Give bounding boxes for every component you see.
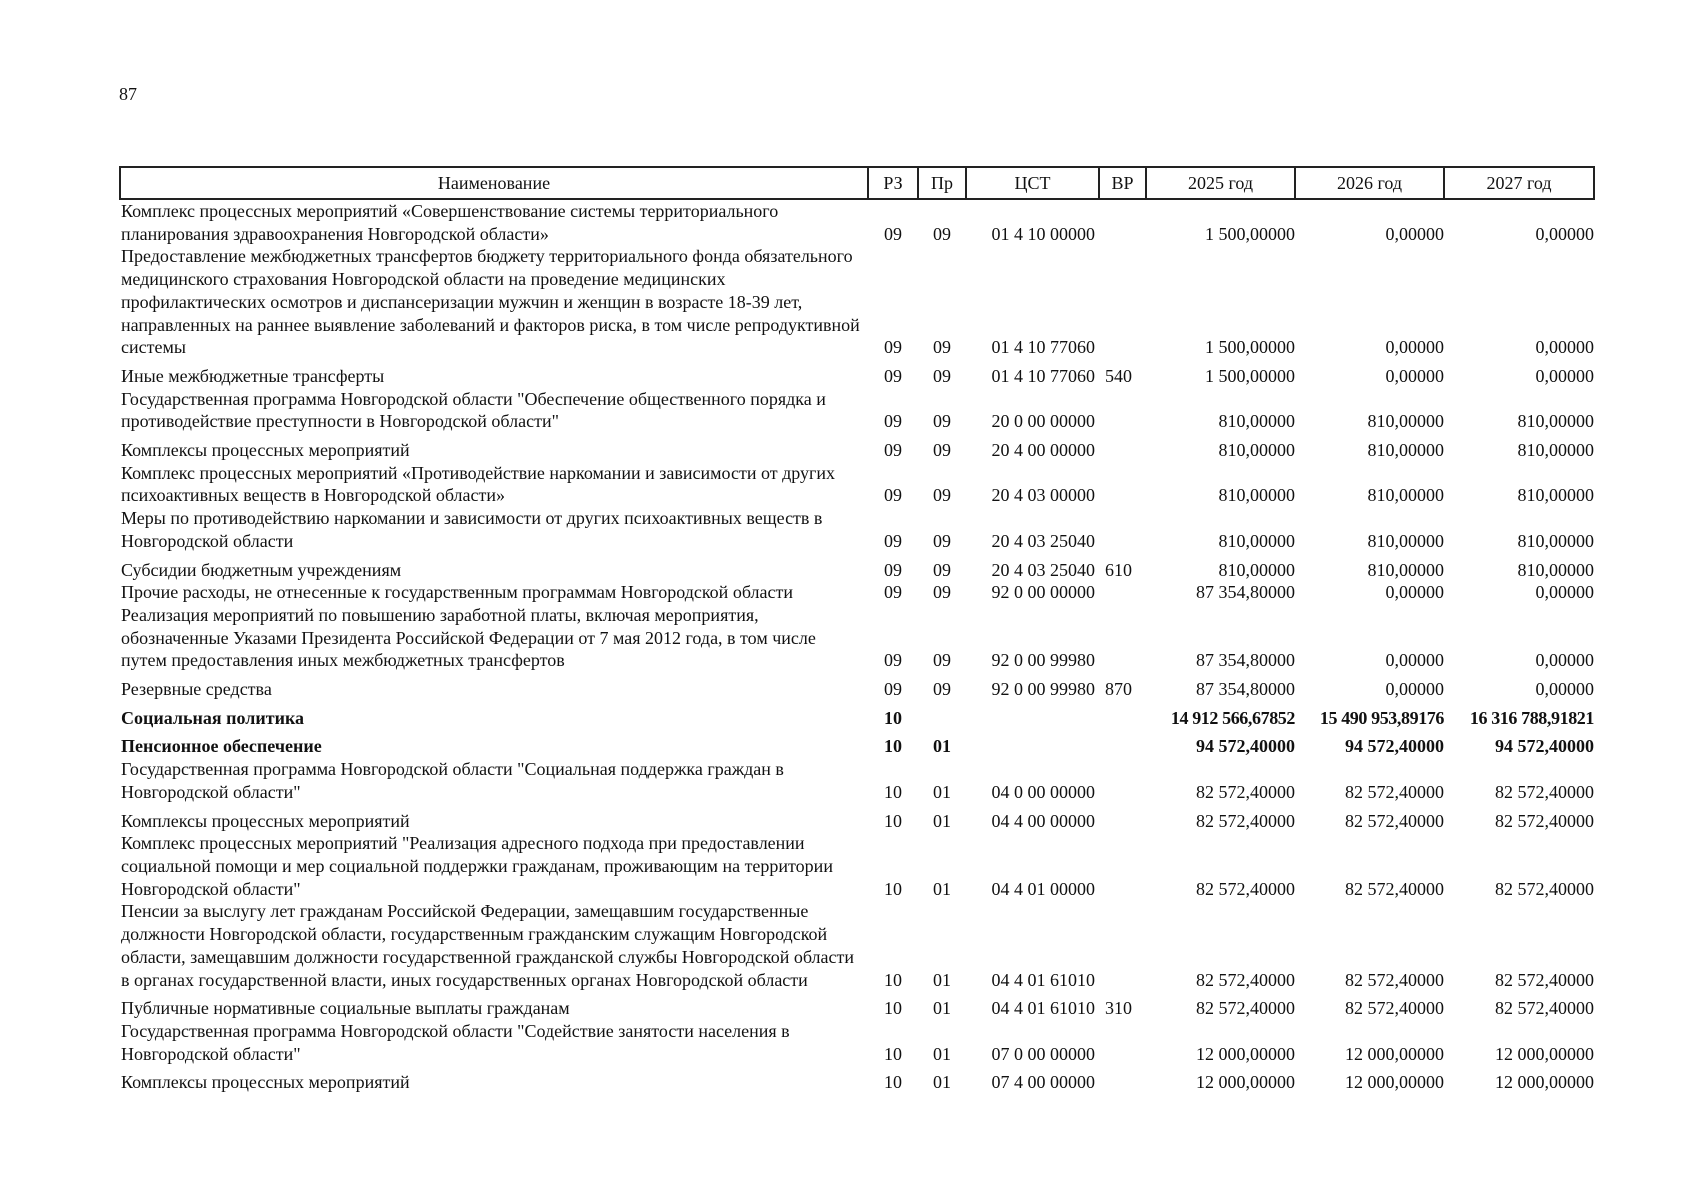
row-pr: 09: [933, 530, 951, 551]
row-amount-2025: 87 354,80000: [1196, 582, 1295, 603]
row-amount-2026: 82 572,40000: [1345, 878, 1444, 899]
row-vr: [1099, 900, 1146, 991]
row-rz: 09: [884, 223, 902, 244]
row-amount-2025: 12 000,00000: [1196, 1072, 1295, 1093]
row-cst: 07 0 00 00000: [991, 1043, 1095, 1064]
row-cst: 07 4 00 00000: [991, 1072, 1095, 1093]
row-cst: 04 4 01 61010: [991, 969, 1095, 990]
row-amount-2026: 12 000,00000: [1345, 1043, 1444, 1064]
row-amount-2025: 1 500,00000: [1205, 365, 1295, 386]
row-amount-2025: 87 354,80000: [1196, 650, 1295, 671]
budget-table: [119, 166, 1595, 1094]
row-vr: [1099, 507, 1146, 552]
table-row: [120, 604, 1594, 672]
row-amount-2027: 810,00000: [1517, 485, 1594, 506]
row-amount-2026: 94 572,40000: [1345, 736, 1444, 757]
row-pr: 01: [933, 969, 951, 990]
row-amount-2025: 87 354,80000: [1196, 679, 1295, 700]
row-pr: 01: [933, 878, 951, 899]
row-cst: 20 4 03 00000: [991, 485, 1095, 506]
row-amount-2026: 810,00000: [1367, 559, 1444, 580]
row-name: Субсидии бюджетным учреждениям: [121, 559, 402, 580]
table-row: [120, 388, 1594, 433]
row-name: Комплексы процессных мероприятий: [121, 1072, 410, 1093]
table-row: [120, 553, 1594, 582]
row-amount-2027: 0,00000: [1535, 650, 1594, 671]
row-rz: 10: [884, 969, 902, 990]
row-rz: 10: [884, 810, 902, 831]
table-row: [120, 729, 1594, 758]
row-rz: 09: [884, 650, 902, 671]
table-body: [120, 199, 1594, 1094]
row-cst: 04 4 01 61010: [991, 998, 1095, 1019]
row-amount-2026: 810,00000: [1367, 411, 1444, 432]
table-row: [120, 804, 1594, 833]
row-amount-2027: 0,00000: [1535, 679, 1594, 700]
row-amount-2027: 12 000,00000: [1495, 1043, 1594, 1064]
row-name: Государственная программа Новгородской области "Содействие занятости населения в Новгородской области": [121, 1020, 790, 1064]
row-amount-2025: 1 500,00000: [1205, 223, 1295, 244]
row-amount-2025: 82 572,40000: [1196, 810, 1295, 831]
row-vr: [1099, 245, 1146, 359]
table-row: [120, 199, 1594, 245]
row-name: Резервные средства: [121, 679, 272, 700]
table-header: [120, 167, 1594, 199]
row-amount-2027: 0,00000: [1535, 337, 1594, 358]
row-cst: [966, 701, 1099, 730]
table-row: [120, 701, 1594, 730]
row-vr: 610: [1105, 559, 1132, 580]
row-amount-2027: 810,00000: [1517, 411, 1594, 432]
row-vr: [1099, 462, 1146, 507]
row-amount-2026: 82 572,40000: [1345, 998, 1444, 1019]
row-amount-2027: 12 000,00000: [1495, 1072, 1594, 1093]
row-name: Комплексы процессных мероприятий: [121, 810, 410, 831]
row-amount-2025: 810,00000: [1218, 530, 1295, 551]
row-vr: [1099, 604, 1146, 672]
row-rz: 09: [884, 440, 902, 461]
row-rz: 09: [884, 485, 902, 506]
row-amount-2025: 810,00000: [1218, 485, 1295, 506]
row-name: Комплекс процессных мероприятий «Совершенствование системы территориального планирования здравоохранения Новгородской области»: [121, 201, 779, 244]
row-rz: 10: [884, 1072, 902, 1093]
row-rz: 10: [884, 998, 902, 1019]
table-row: [120, 758, 1594, 803]
row-amount-2026: 0,00000: [1385, 337, 1444, 358]
row-pr: 09: [933, 337, 951, 358]
row-vr: [1099, 729, 1146, 758]
row-amount-2027: 810,00000: [1517, 559, 1594, 580]
row-pr: 09: [933, 650, 951, 671]
row-rz: 09: [884, 337, 902, 358]
row-name: Комплекс процессных мероприятий «Противодействие наркомании и зависимости от других психоактивных веществ в Новгородской области»: [121, 462, 836, 506]
row-cst: 01 4 10 00000: [991, 223, 1095, 244]
row-cst: 04 4 01 00000: [991, 878, 1095, 899]
row-rz: 10: [884, 878, 902, 899]
row-amount-2026: 810,00000: [1367, 530, 1444, 551]
row-name: Комплексы процессных мероприятий: [121, 440, 410, 461]
row-pr: 09: [933, 365, 951, 386]
row-amount-2026: 0,00000: [1385, 365, 1444, 386]
row-rz: 09: [884, 411, 902, 432]
table-row: [120, 832, 1594, 900]
row-amount-2026: 0,00000: [1385, 679, 1444, 700]
header-vr: ВР: [1099, 167, 1146, 199]
row-vr: [1099, 804, 1146, 833]
row-rz: 10: [884, 1043, 902, 1064]
table-row: [120, 433, 1594, 462]
row-name: Прочие расходы, не отнесенные к государственным программам Новгородской области: [121, 582, 793, 603]
table-row: [120, 991, 1594, 1020]
row-name: Социальная политика: [121, 707, 305, 728]
row-pr: 01: [933, 781, 951, 802]
row-amount-2027: 810,00000: [1517, 530, 1594, 551]
row-amount-2027: 0,00000: [1535, 365, 1594, 386]
row-amount-2026: 15 490 953,89176: [1319, 707, 1444, 728]
row-cst: 20 4 03 25040: [991, 530, 1095, 551]
row-name: Публичные нормативные социальные выплаты гражданам: [121, 998, 570, 1019]
table-row: [120, 462, 1594, 507]
row-rz: 09: [884, 530, 902, 551]
row-amount-2027: 82 572,40000: [1495, 781, 1594, 802]
row-amount-2026: 82 572,40000: [1345, 969, 1444, 990]
row-amount-2027: 0,00000: [1535, 223, 1594, 244]
row-name: Предоставление межбюджетных трансфертов бюджету территориального фонда обязательного медицинского страхования Новгородской области на проведение медицинских профилактических осмотров и диспансеризации мужчин и женщин в возрасте 18-39 лет, направленных на раннее выявление заболеваний и факторов риска, в том числе репродуктивной системы: [121, 246, 860, 358]
row-vr: [1099, 581, 1146, 604]
table-row: [120, 900, 1594, 991]
row-vr: [1099, 433, 1146, 462]
row-name: Реализация мероприятий по повышению заработной платы, включая мероприятия, обозначенные Указами Президента Российской Федерации от 7 мая 2012 года, в том числе путем предоставления иных межбюджетных трансфертов: [121, 604, 816, 671]
row-vr: [1099, 1020, 1146, 1065]
row-cst: 04 4 00 00000: [991, 810, 1095, 831]
row-amount-2026: 0,00000: [1385, 650, 1444, 671]
header-2027: 2027 год: [1444, 167, 1594, 199]
table-row: [120, 359, 1594, 388]
row-amount-2025: 14 912 566,67852: [1170, 707, 1295, 728]
row-amount-2027: 16 316 788,91821: [1469, 707, 1594, 728]
table-row: [120, 507, 1594, 552]
row-pr: 01: [933, 1043, 951, 1064]
row-rz: 10: [884, 781, 902, 802]
row-vr: [1099, 758, 1146, 803]
header-2026: 2026 год: [1295, 167, 1444, 199]
header-rz: РЗ: [868, 167, 918, 199]
row-amount-2026: 12 000,00000: [1345, 1072, 1444, 1093]
row-amount-2027: 82 572,40000: [1495, 810, 1594, 831]
row-amount-2025: 82 572,40000: [1196, 781, 1295, 802]
row-amount-2025: 82 572,40000: [1196, 969, 1295, 990]
row-cst: 92 0 00 99980: [991, 650, 1095, 671]
table-row: [120, 672, 1594, 701]
row-pr: 01: [933, 1072, 951, 1093]
row-amount-2027: 0,00000: [1535, 582, 1594, 603]
row-pr: 09: [933, 679, 951, 700]
page-number: 87: [119, 84, 137, 104]
row-amount-2027: 82 572,40000: [1495, 998, 1594, 1019]
row-amount-2027: 94 572,40000: [1495, 736, 1594, 757]
row-vr: 310: [1105, 998, 1132, 1019]
row-amount-2026: 0,00000: [1385, 582, 1444, 603]
row-rz: 10: [884, 736, 902, 757]
row-pr: 09: [933, 485, 951, 506]
row-rz: 09: [884, 365, 902, 386]
row-amount-2027: 82 572,40000: [1495, 969, 1594, 990]
row-cst: 01 4 10 77060: [991, 337, 1095, 358]
header-pr: Пр: [918, 167, 966, 199]
table-row: [120, 1065, 1594, 1094]
row-cst: 20 0 00 00000: [991, 411, 1095, 432]
row-amount-2025: 810,00000: [1218, 440, 1295, 461]
table-row: [120, 581, 1594, 604]
row-amount-2025: 810,00000: [1218, 411, 1295, 432]
row-amount-2027: 82 572,40000: [1495, 878, 1594, 899]
row-amount-2025: 82 572,40000: [1196, 878, 1295, 899]
row-amount-2025: 810,00000: [1218, 559, 1295, 580]
row-rz: 09: [884, 582, 902, 603]
row-pr: [918, 701, 966, 730]
row-name: Иные межбюджетные трансферты: [121, 365, 385, 386]
header-2025: 2025 год: [1146, 167, 1295, 199]
row-pr: 01: [933, 998, 951, 1019]
row-cst: 01 4 10 77060: [991, 365, 1095, 386]
row-amount-2026: 810,00000: [1367, 440, 1444, 461]
table-row: [120, 1020, 1594, 1065]
row-vr: [1099, 832, 1146, 900]
row-cst: 92 0 00 99980: [991, 679, 1095, 700]
row-name: Пенсионное обеспечение: [121, 736, 322, 757]
row-cst: 20 4 03 25040: [991, 559, 1095, 580]
row-vr: 540: [1105, 365, 1132, 386]
row-pr: 01: [933, 810, 951, 831]
row-rz: 09: [884, 679, 902, 700]
row-cst: 20 4 00 00000: [991, 440, 1095, 461]
row-pr: 09: [933, 440, 951, 461]
row-rz: 10: [884, 707, 902, 728]
row-name: Комплекс процессных мероприятий "Реализация адресного подхода при предоставлении социальной помощи и мер социальной поддержки гражданам, проживающим на территории Новгородской области": [121, 833, 833, 899]
row-amount-2025: 82 572,40000: [1196, 998, 1295, 1019]
row-vr: [1099, 701, 1146, 730]
row-vr: [1099, 1065, 1146, 1094]
row-pr: 09: [933, 582, 951, 603]
row-amount-2026: 810,00000: [1367, 485, 1444, 506]
row-amount-2025: 94 572,40000: [1196, 736, 1295, 757]
row-name: Государственная программа Новгородской области "Социальная поддержка граждан в Новгородской области": [121, 759, 784, 802]
header-name: Наименование: [120, 167, 868, 199]
row-name: Пенсии за выслугу лет гражданам Российской Федерации, замещавшим государственные должности Новгородской области, государственным гражданским служащим Новгородской области, замещавшим должности государственной гражданской службы Новгородской области в органах государственной власти, иных государственных органах Новгородской области: [121, 901, 854, 990]
row-pr: 01: [933, 736, 951, 757]
row-amount-2026: 0,00000: [1385, 223, 1444, 244]
row-cst: 04 0 00 00000: [991, 781, 1095, 802]
row-pr: 09: [933, 559, 951, 580]
row-name: Меры по противодействию наркомании и зависимости от других психоактивных веществ в Новгородской области: [121, 508, 823, 551]
row-amount-2025: 12 000,00000: [1196, 1043, 1295, 1064]
row-cst: 92 0 00 00000: [991, 582, 1095, 603]
row-amount-2025: 1 500,00000: [1205, 337, 1295, 358]
row-name: Государственная программа Новгородской области "Обеспечение общественного порядка и противодействие преступности в Новгородской области": [121, 388, 826, 432]
row-vr: [1099, 388, 1146, 433]
row-amount-2027: 810,00000: [1517, 440, 1594, 461]
table-row: [120, 245, 1594, 359]
row-pr: 09: [933, 223, 951, 244]
row-vr: [1099, 199, 1146, 245]
row-cst: [966, 729, 1099, 758]
header-cst: ЦСТ: [966, 167, 1099, 199]
row-rz: 09: [884, 559, 902, 580]
row-amount-2026: 82 572,40000: [1345, 810, 1444, 831]
row-amount-2026: 82 572,40000: [1345, 781, 1444, 802]
row-pr: 09: [933, 411, 951, 432]
row-vr: 870: [1105, 679, 1132, 700]
